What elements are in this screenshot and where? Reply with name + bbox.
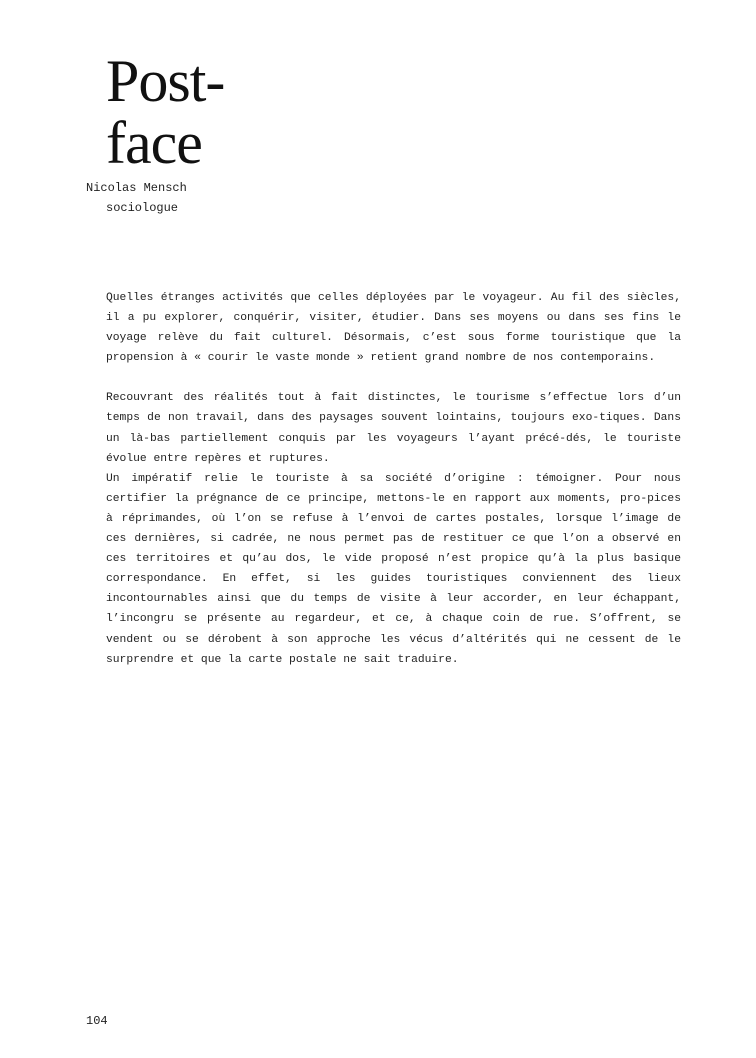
- author-name: Nicolas Mensch: [86, 181, 187, 195]
- page-title: [106, 50, 224, 174]
- title-line-1: Post-: [106, 48, 225, 114]
- author-role: sociologue: [106, 201, 179, 215]
- title-line-2: face: [106, 110, 202, 176]
- page-number: 104: [86, 1014, 108, 1028]
- paragraph-3: Un impératif relie le touriste à sa société d’origine : témoigner. Pour nous certifier la prégnance de ce principe, mettons-le en rapport aux moments, pro-pices à réprimandes, où l’on se refuse à l’envoi de cartes postales, lorsque l’image de ces dernières, si cadrée, ne nous permet pas de restituer ce que l’on a observé en ces territoires et qu’au dos, le vide proposé n’est propice qu’à la plus basique correspondance. En effet, si les guides touristiques conviennent des lieux incontournables ainsi que du temps de visite à leur accorder, en leur échappant, l’incongru se présente au regardeur, et ce, à chaque coin de rue. S’offrent, se vendent ou se dérobent à son approche les vécus d’altérités qui ne cessent de le surprendre et que la carte postale ne sait traduire.: [106, 472, 681, 666]
- paragraph-1: Quelles étranges activités que celles déployées par le voyageur. Au fil des siècles, il a pu explorer, conquérir, visiter, étudier. Dans ses moyens ou dans ses fins le voyage relève du fait culturel. Désormais, c’est sous forme touristique que la propension à « courir le vaste monde » retient grand nombre de nos contemporains.: [106, 292, 681, 365]
- body-text: [106, 288, 681, 670]
- paragraph-2: Recouvrant des réalités tout à fait distinctes, le tourisme s’effectue lors d’un temps de non travail, dans des paysages souvent lointains, toujours exo-tiques. Dans un là-bas partiellement conquis par les voyageurs l’ayant précé-dés, le touriste évolue entre repères et ruptures.: [106, 392, 681, 465]
